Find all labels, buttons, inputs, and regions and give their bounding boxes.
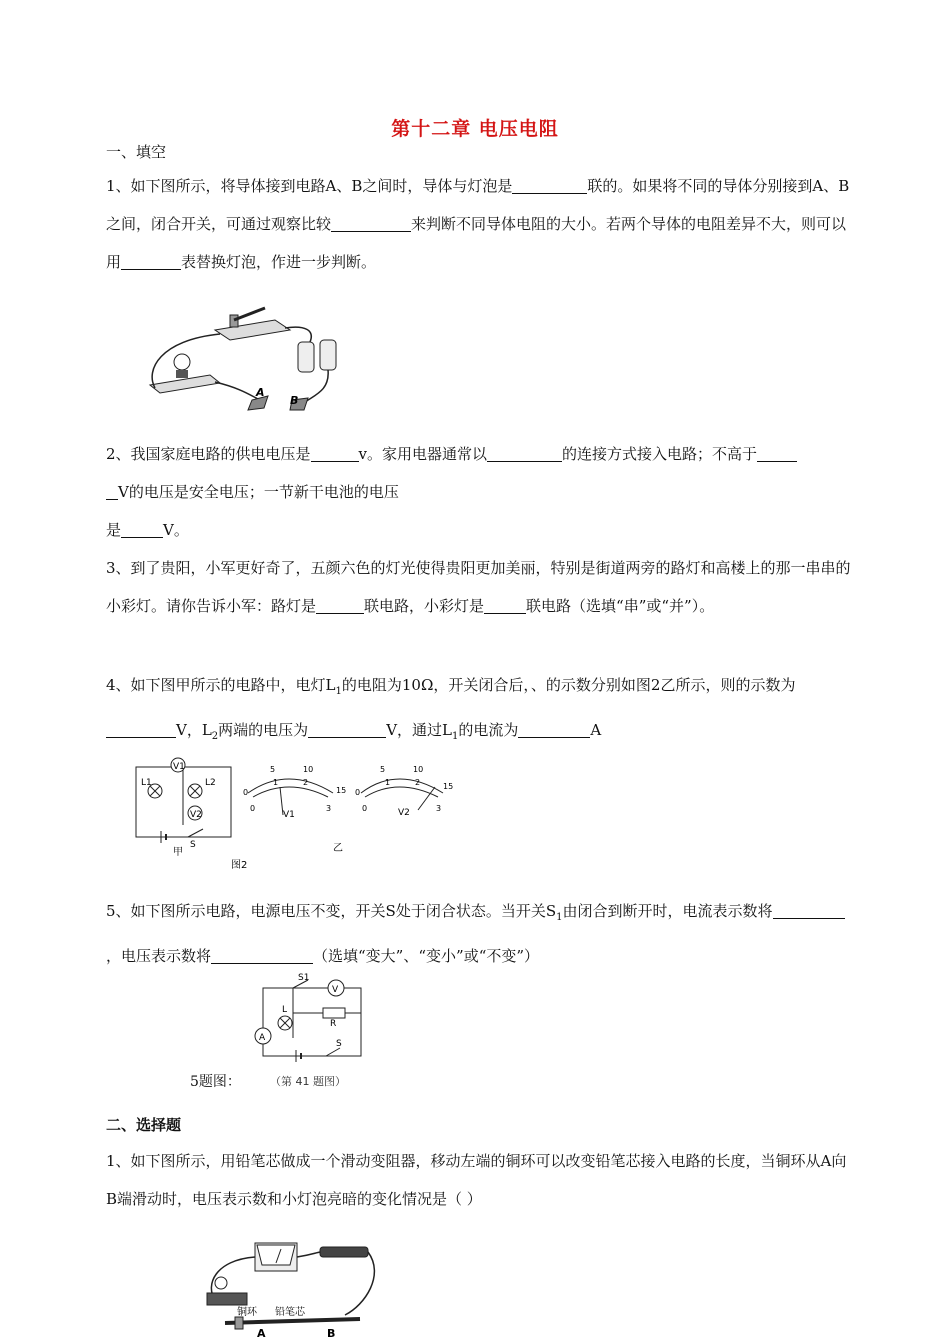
q3-text-1: 3、到了贵阳，小军更好奇了，五颜六色的灯光使得贵阳更加美丽，特别是街道两旁的路灯和高楼上的那一串串的小彩灯。请你告诉小军：路灯是 (106, 559, 851, 615)
meter2-tick-10: 10 (413, 765, 424, 774)
meter1-end-15: 15 (336, 786, 347, 795)
q4-blank-3[interactable] (518, 722, 590, 738)
c1-fig-label-b: B (327, 1327, 336, 1340)
q2-blank-3b[interactable] (106, 484, 118, 500)
q4-blank-2[interactable] (308, 722, 386, 738)
meter1-tick-5: 5 (270, 765, 276, 774)
q2-text-3: 的连接方式接入电路；不高于 (562, 445, 758, 463)
q5-caption: 5题图： (190, 1074, 241, 1090)
q5-text-3: ，电压表示数将 (106, 947, 212, 965)
q1-text-3: 来判断不同导体电阻的大小。若两个导体的电阻差异不大，则可以用 (106, 215, 847, 271)
meter2-label: V2 (398, 808, 410, 818)
q4-blank-1[interactable] (106, 722, 176, 738)
q2-text-2: v。家用电器通常以 (358, 445, 488, 463)
q3-text-2: 联电路，小彩灯是 (364, 597, 485, 615)
q3-blank-1[interactable] (316, 598, 364, 614)
q2-text-5: 是 (106, 521, 122, 539)
q2-text-6: V。 (163, 521, 189, 539)
meter1-label: V1 (283, 810, 295, 820)
meter2-btick-0: 0 (362, 804, 368, 813)
question-1 (106, 167, 851, 281)
q2-text-4: V的电压是安全电压；一节新干电池的电压 (118, 483, 399, 501)
q4-text-1: 4、如下图甲所示的电路中，电灯L (106, 676, 336, 694)
question-5 (106, 892, 851, 975)
q4-fig-s-label: S (190, 840, 196, 850)
q4-text-3: V，L (176, 721, 212, 739)
q1-blank-1[interactable] (512, 178, 587, 194)
meter1-btick-3: 3 (326, 804, 332, 813)
q1-text-2: 联的。如果将不同的导体分别接到A、B之间，闭合开关，可通过观察比较 (106, 177, 850, 233)
q4-fig-yi-label: 乙 (333, 843, 343, 854)
c1-fig-qianbixin: 铅笔芯 (275, 1307, 305, 1318)
q4-sub-1: 1 (335, 686, 342, 697)
question-3 (106, 549, 851, 625)
q4-sub-3: 1 (451, 731, 459, 742)
page-title: 第十二章 电压电阻 (391, 118, 559, 140)
q2-text-1: 2、我国家庭电路的供电电压是 (106, 445, 311, 463)
q1-circuit-figure (140, 300, 390, 429)
q4-text-5: V，通过L (386, 721, 452, 739)
q5-fig-s-label: S (336, 1039, 342, 1049)
q4-circuit-figure (133, 755, 463, 879)
choice-question-1 (106, 1142, 851, 1218)
c1-pencil-rheostat-figure (195, 1235, 380, 1344)
c1-fig-label-a: A (257, 1327, 266, 1340)
q4-fig-tu2-label: 图2 (231, 860, 248, 871)
q5-caption-2: （第 41 题图） (270, 1075, 346, 1088)
q1-fig-label-b: B (290, 394, 299, 407)
q5-text-1: 5、如下图所示电路，电源电压不变，开关S处于闭合状态。当开关S (106, 902, 557, 920)
q4-sub-2: 2 (211, 731, 219, 742)
q2-blank-2[interactable] (487, 446, 562, 462)
c1-fig-tonghuan: 铜环 (237, 1307, 257, 1318)
q5-text-4: （选填“变大”、“变小”或“不变”） (313, 947, 540, 965)
q5-fig-a-label: A (259, 1033, 266, 1043)
q2-blank-4[interactable] (121, 522, 163, 538)
q1-fig-label-a: A (256, 386, 265, 399)
meter1-tick-10: 10 (303, 765, 314, 774)
q1-blank-3[interactable] (121, 254, 181, 270)
meter1-btick-1: 1 (273, 778, 279, 787)
q5-text-2: 由闭合到断开时，电流表示数将 (562, 902, 773, 920)
question-2 (106, 435, 851, 549)
meter2-btick-1: 1 (385, 778, 391, 787)
q4-text-7: A (590, 721, 602, 739)
c1-text-1: 1、如下图所示，用铅笔芯做成一个滑动变阻器，移动左端的铜环可以改变铅笔芯接入电路的长度，当铜环从A向B端滑动时，电压表示数和小灯泡亮暗的变化情况是（ ） (106, 1152, 847, 1208)
meter1-end-0: 0 (243, 788, 249, 797)
q4-fig-l2-label: L2 (205, 778, 216, 788)
q4-fig-jia-label: 甲 (173, 847, 183, 858)
q5-fig-l-label: L (282, 1005, 288, 1015)
q5-fig-v-label: V (332, 985, 339, 995)
q5-blank-2[interactable] (211, 948, 313, 964)
meter2-btick-3: 3 (436, 804, 442, 813)
q4-fig-v2-label: V2 (190, 810, 202, 820)
q3-text-3: 联电路（选填“串”或“并”）。 (526, 597, 715, 615)
q5-sub-1: 1 (556, 912, 563, 923)
q4-fig-v1-label: V1 (173, 762, 185, 772)
section-fill-blank: 一、填空 (106, 143, 167, 161)
q4-text-6: 的电流为 (458, 721, 519, 739)
meter2-tick-5: 5 (380, 765, 386, 774)
q1-blank-2[interactable] (331, 216, 411, 232)
q5-fig-r-label: R (330, 1019, 337, 1029)
q5-blank-1[interactable] (773, 903, 845, 919)
meter2-end-0: 0 (355, 788, 361, 797)
q2-blank-1[interactable] (311, 446, 359, 462)
q1-text-1: 1、如下图所示，将导体接到电路A、B之间时，导体与灯泡是 (106, 177, 513, 195)
q2-blank-3[interactable] (757, 446, 797, 462)
q4-fig-l1-label: L1 (141, 778, 152, 788)
meter1-btick-2: 2 (303, 778, 309, 787)
q5-fig-s1-label: S1 (298, 973, 310, 983)
q4-text-2: 的电阻为10Ω，开关闭合后，、的示数分别如图2乙所示，则的示数为 (341, 676, 796, 694)
q4-text-4: 两端的电压为 (218, 721, 309, 739)
meter2-btick-2: 2 (415, 778, 421, 787)
meter2-end-15: 15 (443, 782, 454, 791)
question-4 (106, 666, 851, 756)
q1-text-4: 表替换灯泡，作进一步判断。 (181, 253, 377, 271)
q5-circuit-figure (248, 968, 368, 1067)
meter1-btick-0: 0 (250, 804, 256, 813)
q3-blank-2[interactable] (484, 598, 526, 614)
section-choice: 二、选择题 (106, 1116, 182, 1134)
